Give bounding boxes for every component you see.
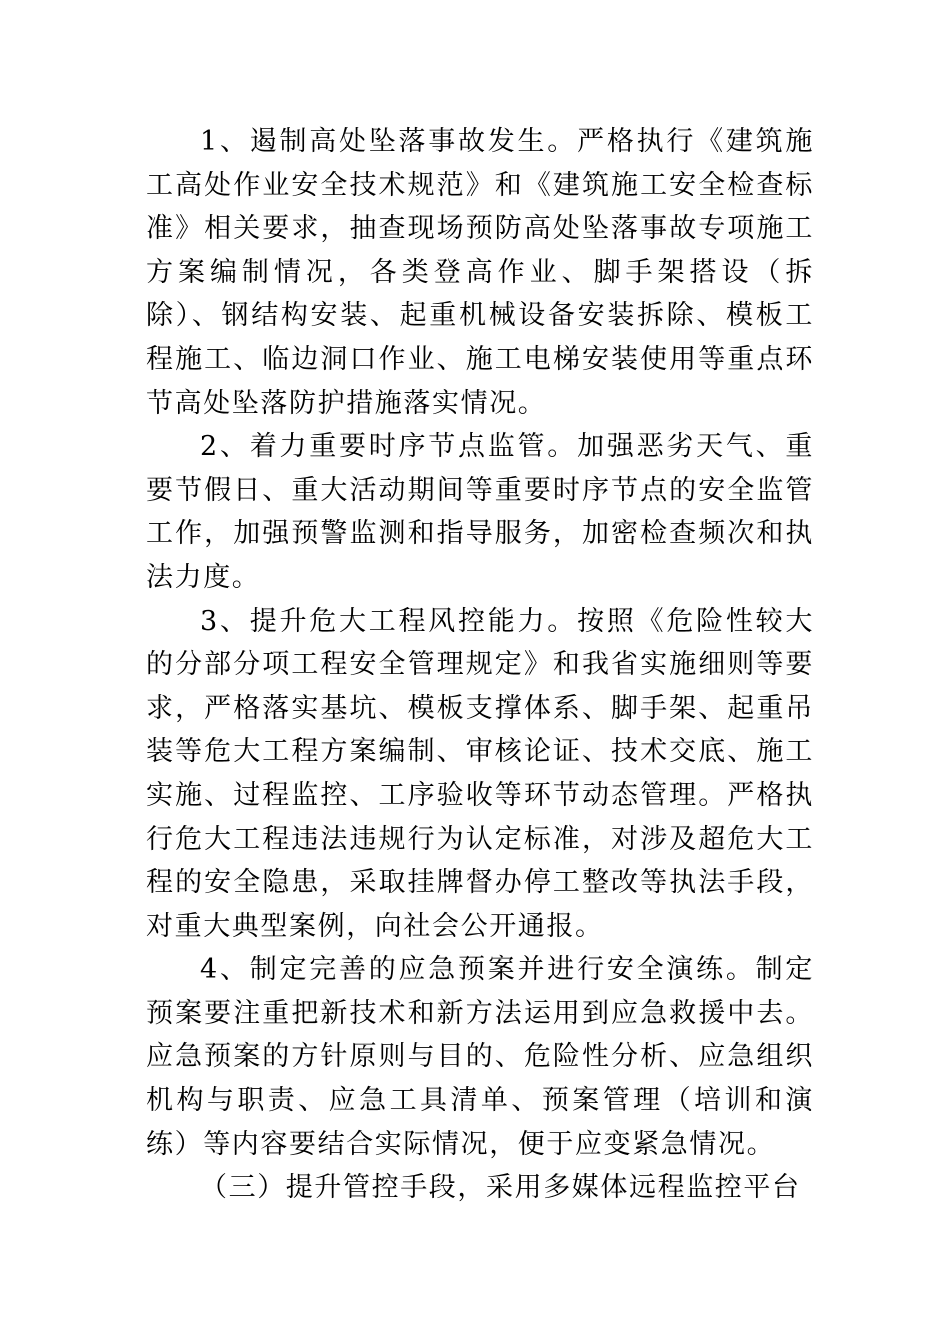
paragraph-emergency-plan: 4、制定完善的应急预案并进行安全演练。制定预案要注重把新技术和新方法运用到应急救援中去。应急预案的方针原则与目的、危险性分析、应急组织机构与职责、应急工具清单、预案管理（培训和演练）等内容要结合实际情况，便于应变紧急情况。 [146,954,814,1160]
paragraph-key-period-supervision: 2、着力重要时序节点监管。加强恶劣天气、重要节假日、重大活动期间等重要时序节点的安全监管工作，加强预警监测和指导服务，加密检查频次和执法力度。 [146,431,814,593]
paragraph-major-risk-control: 3、提升危大工程风控能力。按照《危险性较大的分部分项工程安全管理规定》和我省实施细则等要求，严格落实基坑、模板支撑体系、脚手架、起重吊装等危大工程方案编制、审核论证、技术交底、施工实施、过程监控、工序验收等环节动态管理。严格执行危大工程违法违规行为认定标准，对涉及超危大工程的安全隐患，采取挂牌督办停工整改等执法手段，对重大典型案例，向社会公开通报。 [146,605,814,942]
section-heading-monitoring-platform: （三）提升管控手段，采用多媒体远程监控平台 [200,1172,801,1204]
document-body [146,120,814,1210]
paragraph-fall-prevention: 1、遏制高处坠落事故发生。严格执行《建筑施工高处作业安全技术规范》和《建筑施工安全检查标准》相关要求，抽查现场预防高处坠落事故专项施工方案编制情况，各类登高作业、脚手架搭设（拆除）、钢结构安装、起重机械设备安装拆除、模板工程施工、临边洞口作业、施工电梯安装使用等重点环节高处坠落防护措施落实情况。 [146,126,814,419]
